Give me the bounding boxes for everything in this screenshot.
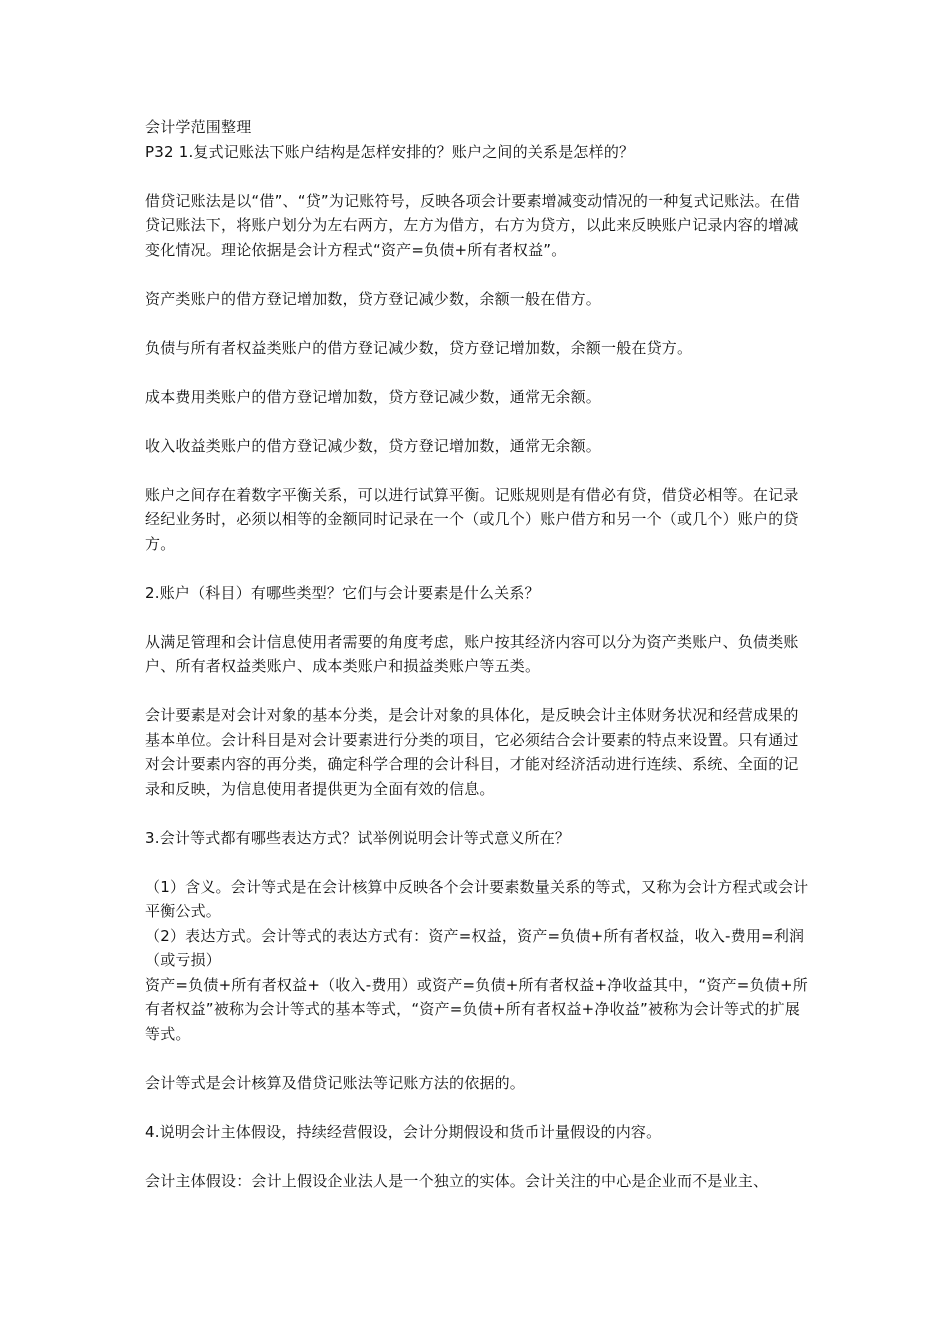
spacer [145,556,810,581]
question-4: 4.说明会计主体假设，持续经营假设，会计分期假设和货币计量假设的内容。 [145,1122,662,1141]
paragraph-8: 会计要素是对会计对象的基本分类，是会计对象的具体化，是反映会计主体财务状况和经营成果的基本单位。会计科目是对会计要素进行分类的项目，它必须结合会计要素的特点来设置。只有通过对会计要素内容的再分类，确定科学合理的会计科目，才能对经济活动进行连续、系统、全面的记录和反映，为信息使用者提供更为全面有效的信息。 [145,706,799,798]
spacer [145,164,810,189]
paragraph-3: 负债与所有者权益类账户的借方登记减少数，贷方登记增加数，余额一般在贷方。 [145,338,693,357]
paragraph-5: 收入收益类账户的借方登记减少数，贷方登记增加数，通常无余额。 [145,436,602,455]
paragraph-1: 借贷记账法是以“借”、“贷”为记账符号，反映各项会计要素增减变动情况的一种复式记账法。在借贷记账法下，将账户划分为左右两方，左方为借方，右方为贷方，以此来反映账户记录内容的增减变化情况。理论依据是会计方程式“资产=负债+所有者权益”。 [145,191,801,259]
spacer [145,850,810,875]
spacer [145,1095,810,1120]
spacer [145,360,810,385]
paragraph-2: 资产类账户的借方登记增加数，贷方登记减少数，余额一般在借方。 [145,289,602,308]
document-body [145,115,810,1193]
question-2: 2.账户（科目）有哪些类型？它们与会计要素是什么关系？ [145,583,540,602]
spacer [145,1144,810,1169]
paragraph-9: （1）含义。会计等式是在会计核算中反映各个会计要素数量关系的等式，又称为会计方程式或会计平衡公式。 [145,877,809,920]
paragraph-6: 账户之间存在着数字平衡关系，可以进行试算平衡。记账规则是有借必有贷，借贷必相等。在记录经纪业务时，必须以相等的金额同时记录在一个（或几个）账户借方和另一个（或几个）账户的贷方。 [145,485,799,553]
paragraph-7: 从满足管理和会计信息使用者需要的角度考虑，账户按其经济内容可以分为资产类账户、负债类账户、所有者权益类账户、成本类账户和损益类账户等五类。 [145,632,799,675]
question-1: P32 1.复式记账法下账户结构是怎样安排的？账户之间的关系是怎样的？ [145,142,635,161]
paragraph-12: 会计等式是会计核算及借贷记账法等记账方法的依据的。 [145,1073,526,1092]
question-3: 3.会计等式都有哪些表达方式？试举例说明会计等式意义所在？ [145,828,571,847]
paragraph-4: 成本费用类账户的借方登记增加数，贷方登记减少数，通常无余额。 [145,387,602,406]
spacer [145,679,810,704]
spacer [145,311,810,336]
spacer [145,801,810,826]
spacer [145,262,810,287]
paragraph-10: （2）表达方式。会计等式的表达方式有：资产=权益，资产=负债+所有者权益，收入-费用=利润（或亏损） [145,926,805,969]
spacer [145,605,810,630]
document-title: 会计学范围整理 [145,118,252,136]
paragraph-13: 会计主体假设：会计上假设企业法人是一个独立的实体。会计关注的中心是企业而不是业主、 [145,1171,769,1190]
spacer [145,1046,810,1071]
spacer [145,458,810,483]
paragraph-11: 资产=负债+所有者权益+（收入-费用）或资产=负债+所有者权益+净收益其中，“资产=负债+所有者权益”被称为会计等式的基本等式，“资产=负债+所有者权益+净收益”被称为会计等式的扩展等式。 [145,975,808,1043]
spacer [145,409,810,434]
